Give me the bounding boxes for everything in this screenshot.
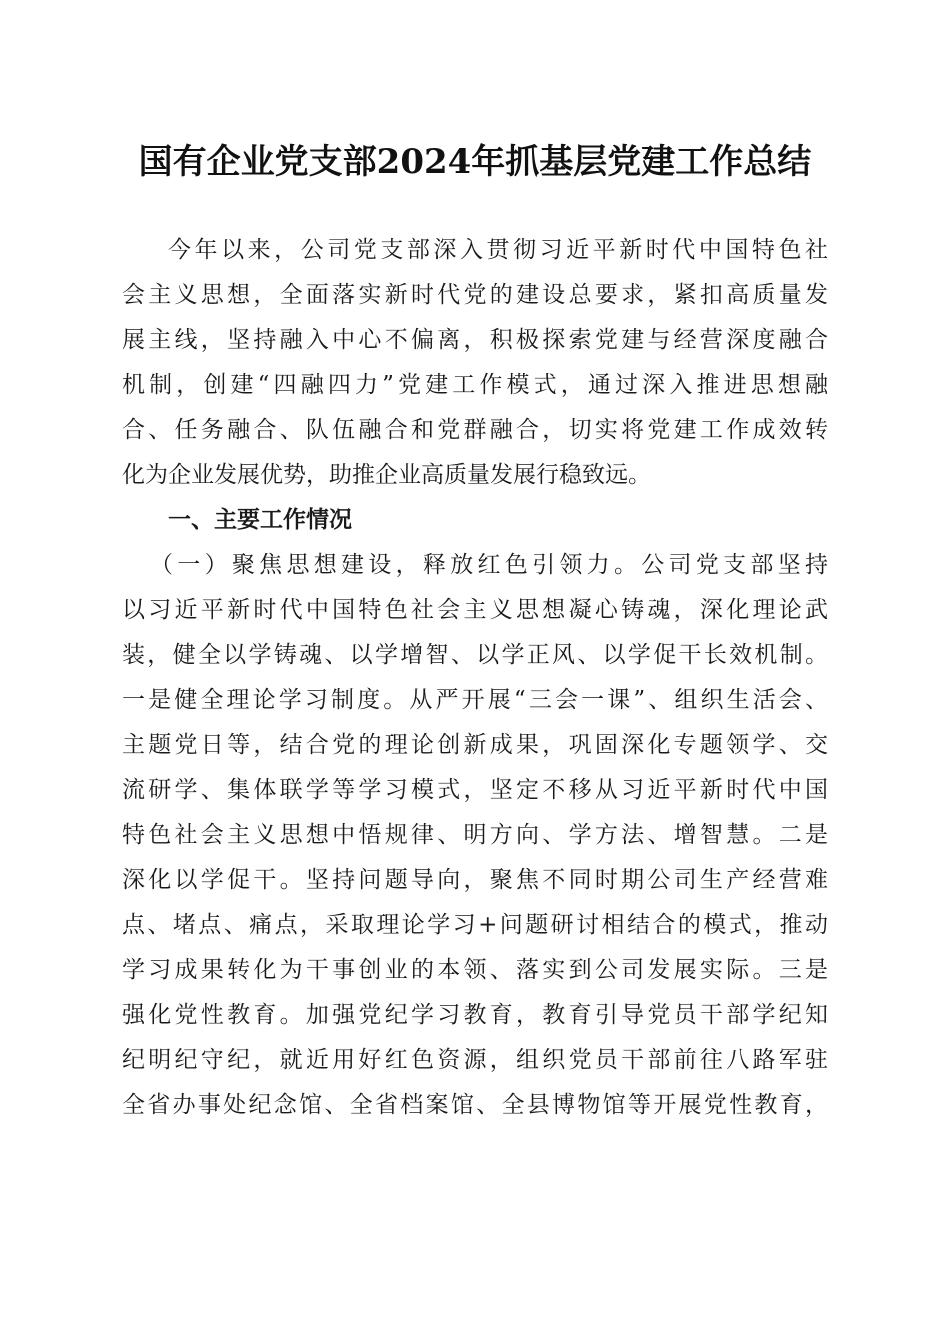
paragraph-line: 流研学、集体联学等学习模式，坚定不移从习近平新时代中国 <box>122 777 828 803</box>
section-heading: 一、主要工作情况 <box>168 507 352 533</box>
paragraph-line: 学习成果转化为干事创业的本领、落实到公司发展实际。三是 <box>122 957 828 983</box>
paragraph-line: 化为企业发展优势，助推企业高质量发展行稳致远。 <box>122 462 651 488</box>
paragraph-line: 装，健全以学铸魂、以学增智、以学正风、以学促干长效机制。 <box>122 642 828 668</box>
paragraph-line: 展主线，坚持融入中心不偏离，积极探索党建与经营深度融合 <box>122 327 828 353</box>
paragraph-line: 合、任务融合、队伍融合和党群融合，切实将党建工作成效转 <box>122 417 828 443</box>
paragraph-line: （一）聚焦思想建设，释放红色引领力。公司党支部坚持 <box>150 552 828 578</box>
paragraph-line: 一是健全理论学习制度。从严开展“三会一课”、组织生活会、 <box>122 687 828 713</box>
paragraph-line: 主题党日等，结合党的理论创新成果，巩固深化专题领学、交 <box>122 732 828 758</box>
paragraph-line: 点、堵点、痛点，采取理论学习+问题研讨相结合的模式，推动 <box>122 912 828 938</box>
paragraph-line: 全省办事处纪念馆、全省档案馆、全县博物馆等开展党性教育， <box>122 1092 828 1118</box>
paragraph-line: 今年以来，公司党支部深入贯彻习近平新时代中国特色社 <box>168 237 828 263</box>
paragraph-line: 机制，创建“四融四力”党建工作模式，通过深入推进思想融 <box>122 372 828 398</box>
paragraph-line: 会主义思想，全面落实新时代党的建设总要求，紧扣高质量发 <box>122 282 828 308</box>
document-title: 国有企业党支部2024年抓基层党建工作总结 <box>138 142 812 182</box>
paragraph-line: 纪明纪守纪，就近用好红色资源，组织党员干部前往八路军驻 <box>122 1047 828 1073</box>
paragraph-line: 特色社会主义思想中悟规律、明方向、学方法、增智慧。二是 <box>122 822 828 848</box>
paragraph-line: 深化以学促干。坚持问题导向，聚焦不同时期公司生产经营难 <box>122 867 828 893</box>
paragraph-line: 强化党性教育。加强党纪学习教育，教育引导党员干部学纪知 <box>122 1002 828 1028</box>
paragraph-line: 以习近平新时代中国特色社会主义思想凝心铸魂，深化理论武 <box>122 597 828 623</box>
